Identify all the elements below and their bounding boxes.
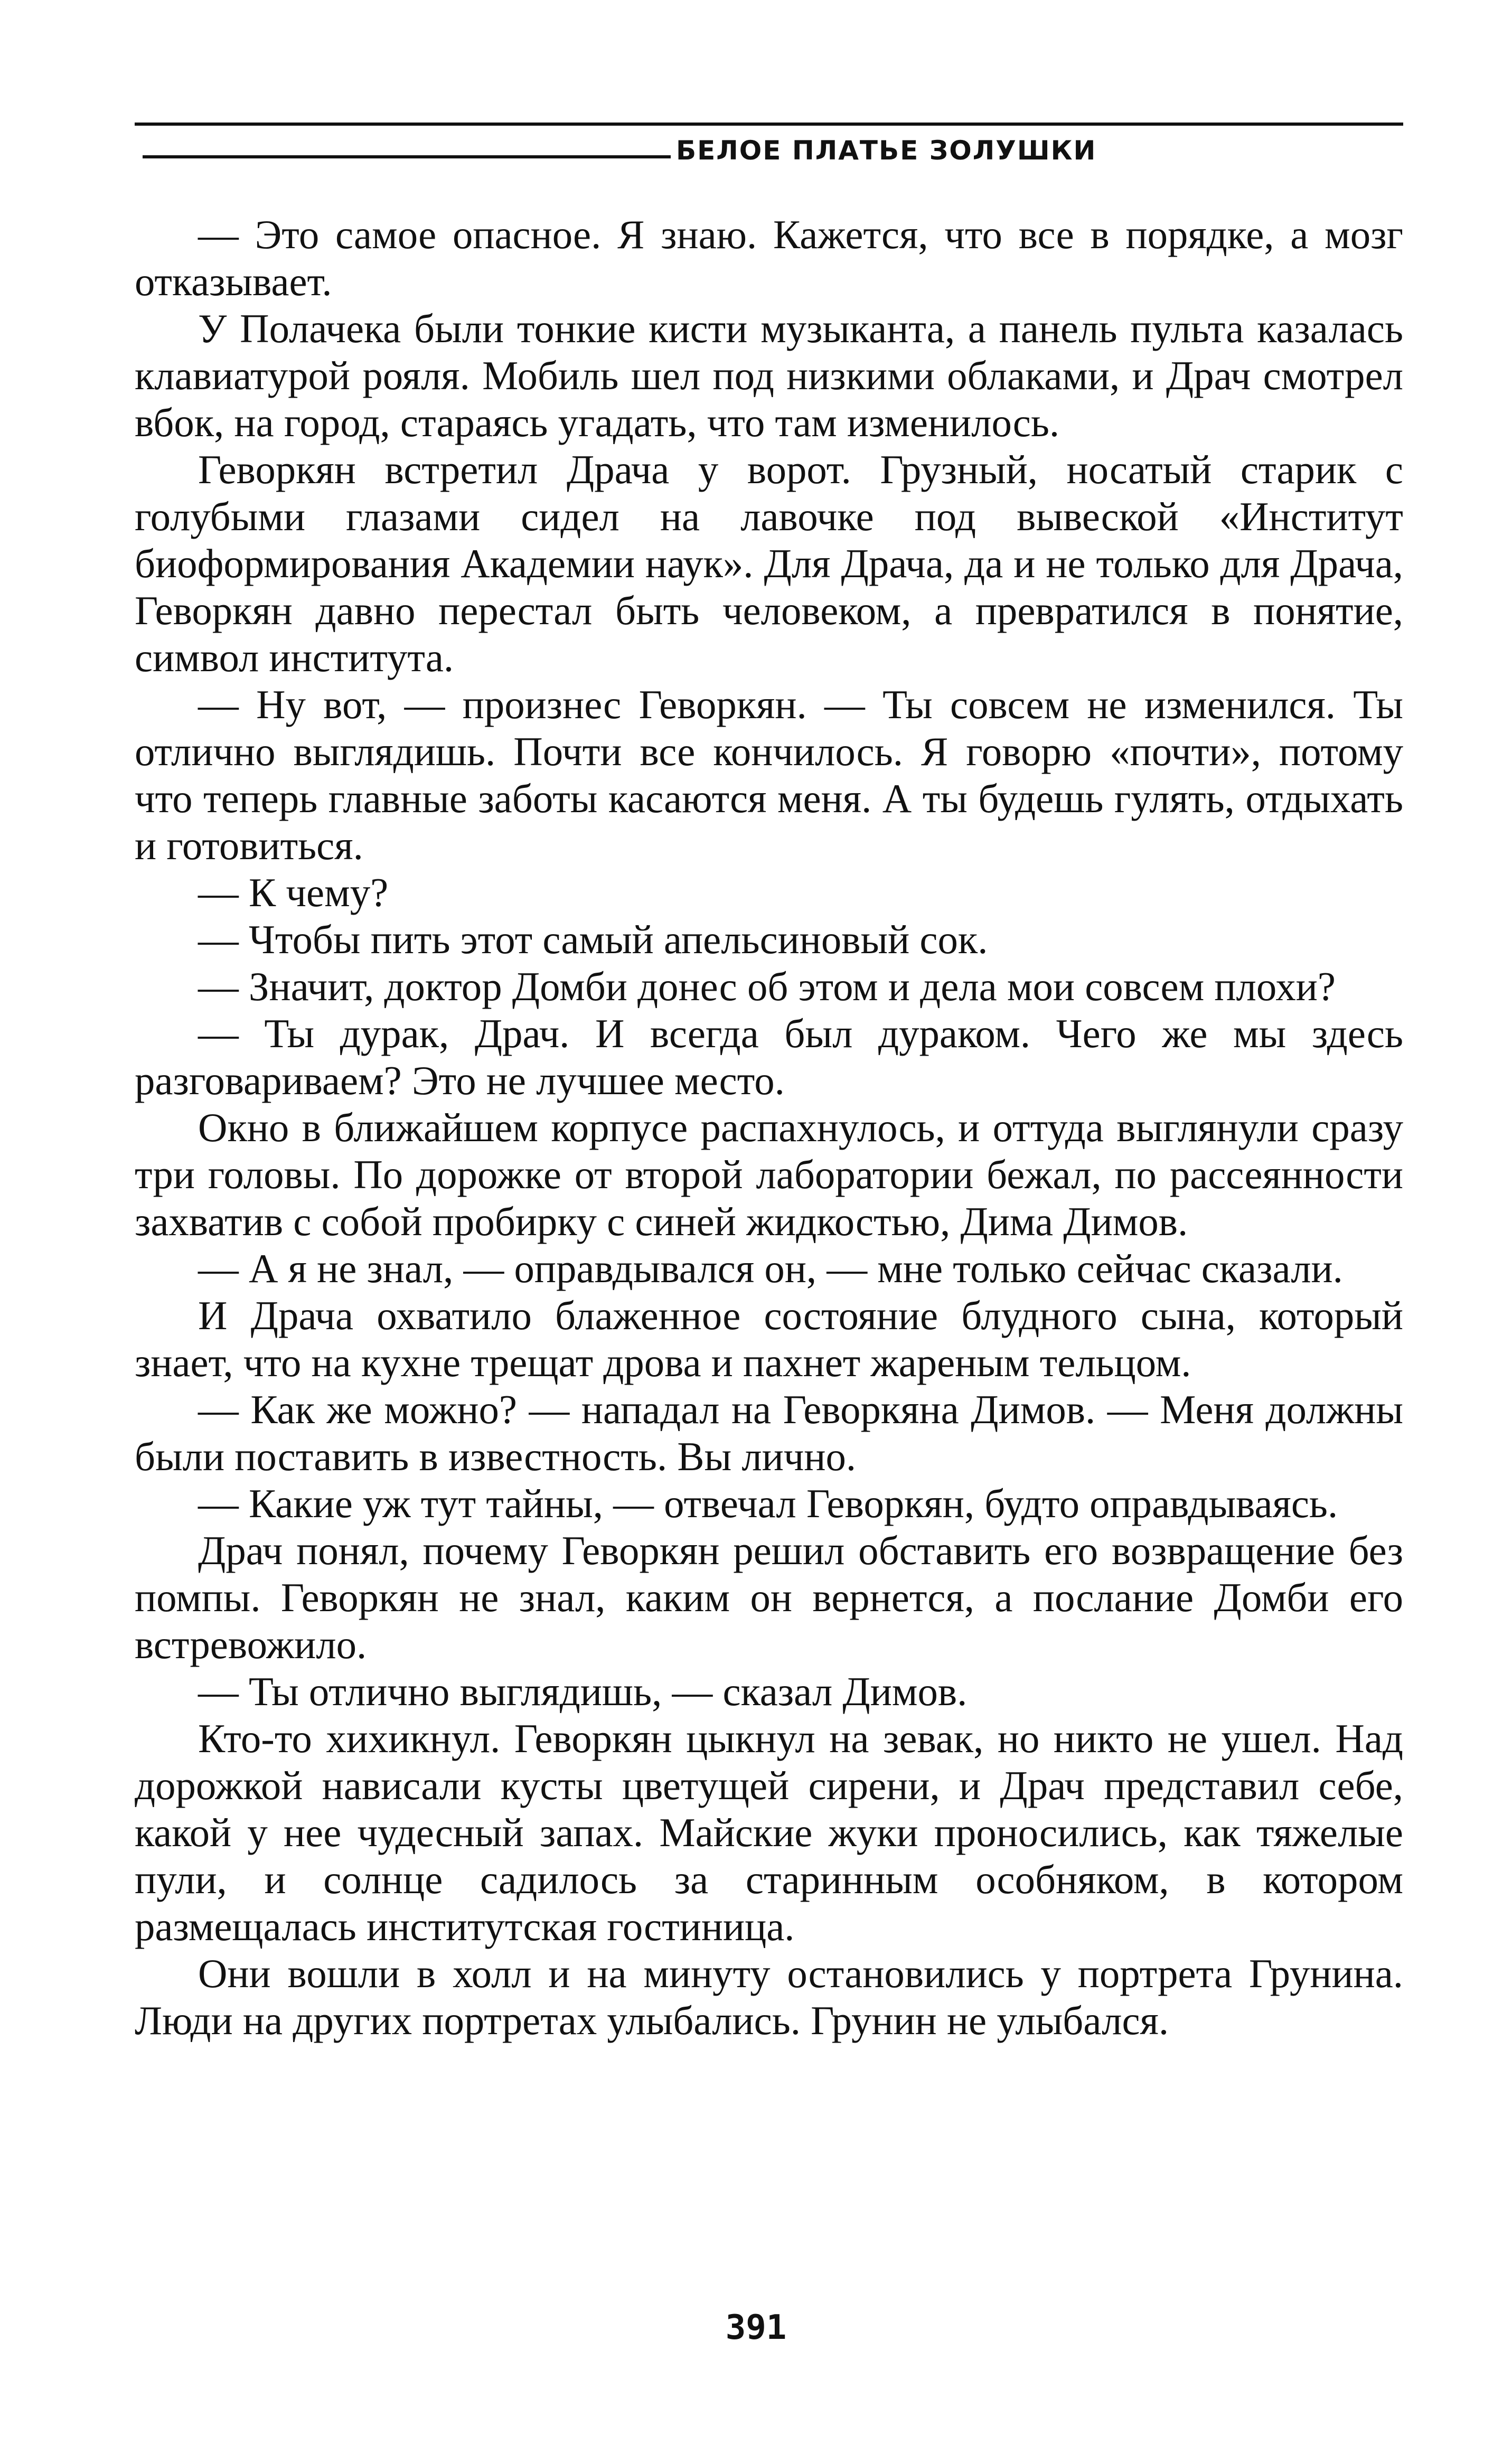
header-top-rule: [135, 123, 1403, 126]
paragraph: Драч понял, почему Геворкян решил обставить его возвращение без помпы. Геворкян не знал, каким он вернется, а послание Домби его встревожило.: [135, 1528, 1403, 1667]
paragraph: — Значит, доктор Домби донес об этом и дела мои совсем плохи?: [198, 964, 1336, 1009]
paragraph: Окно в ближайшем корпусе распахнулось, и оттуда выглянули сразу три головы. По дорожке от второй лаборатории бежал, по рассеянности захватив с собой пробирку с синей жидкостью, Дима Димов.: [135, 1105, 1403, 1244]
paragraph: Они вошли в холл и на минуту остановились у портрета Грунина. Люди на других портретах улыбались. Грунин не улыбался.: [135, 1951, 1403, 2043]
header-leader-line: [143, 155, 671, 158]
paragraph: Геворкян встретил Драча у ворот. Грузный, носатый старик с голубыми глазами сидел на лавочке под вывеской «Институт биоформирования Академии наук». Для Драча, да и не только для Драча, Геворкян давно перестал быть человеком, а превратился в понятие, символ института.: [135, 447, 1403, 680]
paragraph: — Какие уж тут тайны, — отвечал Геворкян, будто оправдываясь.: [198, 1481, 1338, 1526]
paragraph: — Как же можно? — нападал на Геворкяна Димов. — Меня должны были поставить в известность. Вы лично.: [135, 1387, 1403, 1479]
paragraph: У Полачека были тонкие кисти музыканта, а панель пульта казалась клавиатурой рояля. Мобиль шел под низкими облаками, и Драч смотрел вбок, на город, стараясь угадать, что там изменилось.: [135, 306, 1403, 445]
paragraph: — К чему?: [198, 870, 389, 915]
paragraph: — Чтобы пить этот самый апельсиновый сок.: [198, 917, 988, 962]
paragraph: И Драча охватило блаженное состояние блудного сына, который знает, что на кухне трещат дрова и пахнет жареным тельцом.: [135, 1293, 1403, 1385]
body-text: [135, 211, 1403, 2044]
running-header: [135, 131, 1403, 173]
paragraph: — Ну вот, — произнес Геворкян. — Ты совсем не изменился. Ты отлично выглядишь. Почти все кончилось. Я говорю «почти», потому что теперь главные заботы касаются меня. А ты будешь гулять, отдыхать и готовиться.: [135, 682, 1403, 868]
paragraph: — А я не знал, — оправдывался он, — мне только сейчас сказали.: [198, 1246, 1343, 1291]
running-title: БЕЛОЕ ПЛАТЬЕ ЗОЛУШКИ: [676, 135, 1097, 166]
paragraph: — Это самое опасное. Я знаю. Кажется, что все в порядке, а мозг отказывает.: [135, 212, 1403, 304]
page-number: 391: [725, 2308, 787, 2347]
paragraph: — Ты отлично выглядишь, — сказал Димов.: [198, 1669, 968, 1714]
paragraph: — Ты дурак, Драч. И всегда был дураком. Чего же мы здесь разговариваем? Это не лучшее место.: [135, 1011, 1403, 1103]
paragraph: Кто-то хихикнул. Геворкян цыкнул на зевак, но никто не ушел. Над дорожкой нависали кусты цветущей сирени, и Драч представил себе, какой у нее чудесный запах. Майские жуки проносились, как тяжелые пули, и солнце садилось за старинным особняком, в котором размещалась институтская гостиница.: [135, 1716, 1403, 1949]
